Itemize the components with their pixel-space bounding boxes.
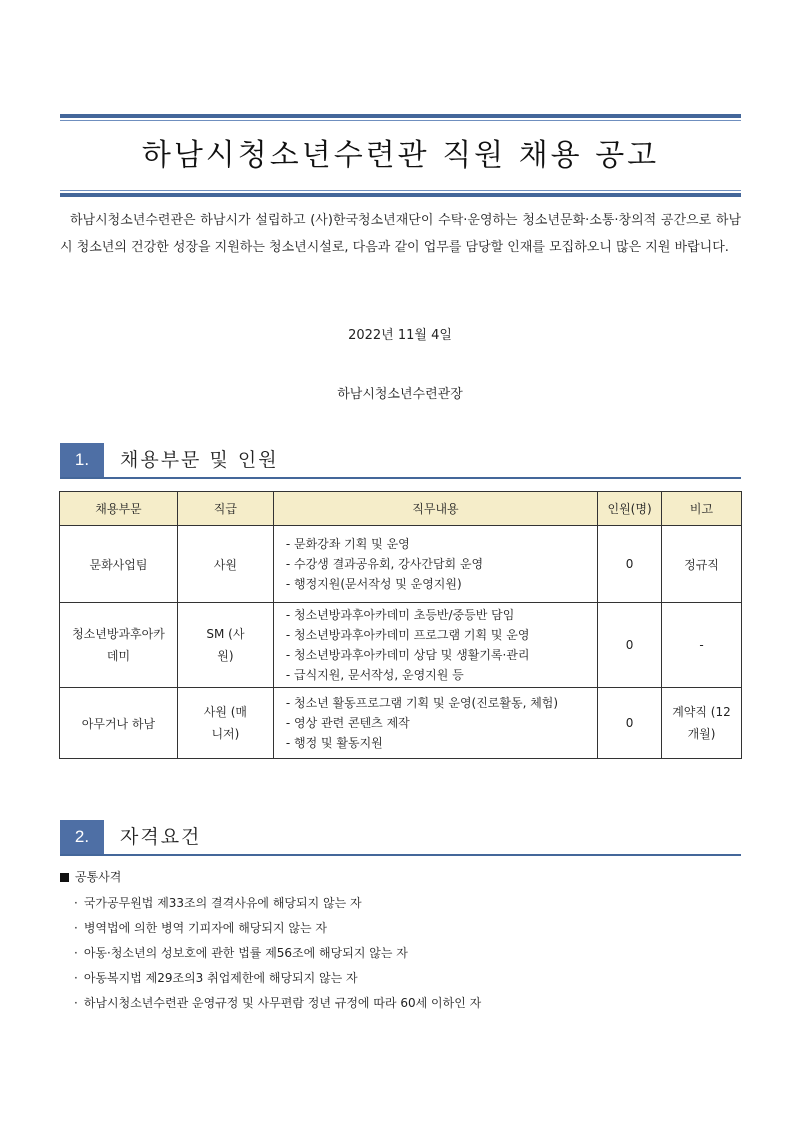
duty-line: - 영상 관련 콘텐츠 제작 [285, 716, 410, 730]
section-2-header [60, 820, 741, 856]
list-item-text: 아동복지법 제29조의3 취업제한에 해당되지 않는 자 [83, 971, 358, 985]
section-title: 채용부문 및 인원 [120, 449, 279, 471]
recruitment-table [59, 491, 742, 759]
table-row [60, 688, 742, 759]
middot-bullet-icon: · [74, 996, 78, 1010]
rank-cell [177, 688, 273, 759]
section-number: 2. [60, 820, 104, 854]
count-cell: 0 [598, 603, 662, 688]
duty-line: - 행정지원(문서작성 및 운영지원) [285, 577, 462, 591]
section-title: 자격요건 [120, 826, 202, 848]
table-row [60, 526, 742, 603]
duty-line: - 청소년방과후아카데미 상담 및 생활기록·관리 [285, 648, 530, 662]
section-underline [60, 854, 741, 856]
duty-cell [273, 603, 597, 688]
section-1-header [60, 443, 741, 479]
title-top-rule [60, 114, 741, 121]
column-header: 직무내용 [273, 492, 597, 526]
duty-cell [273, 526, 597, 603]
list-item [74, 941, 481, 966]
requirements-subheading [60, 868, 121, 885]
column-header: 채용부문 [60, 492, 178, 526]
subheading-text: 공통사격 [75, 870, 122, 884]
rank-cell: 사원 [177, 526, 273, 603]
issuing-organization: 하남시청소년수련관장 [337, 387, 463, 402]
count-cell: 0 [598, 688, 662, 759]
duty-line: - 문화강좌 기획 및 운영 [285, 537, 410, 551]
middot-bullet-icon: · [74, 921, 78, 935]
page-title: 하남시청소년수련관 직원 채용 공고 [141, 138, 660, 173]
list-item-text: 아동·청소년의 성보호에 관한 법률 제56조에 해당되지 않는 자 [83, 946, 408, 960]
rank-label: 사원 (매니저) [203, 705, 248, 741]
table-header-row [60, 492, 742, 526]
requirements-list [74, 891, 481, 1016]
section-underline [60, 477, 741, 479]
duty-line: - 청소년방과후아카데미 초등반/중등반 담임 [285, 608, 515, 622]
duty-line: - 청소년방과후아카데미 프로그램 기획 및 운영 [285, 628, 530, 642]
duty-cell [273, 688, 597, 759]
table-row [60, 603, 742, 688]
dept-cell [60, 603, 178, 688]
list-item-text: 국가공무원법 제33조의 결격사유에 해당되지 않는 자 [83, 896, 362, 910]
middot-bullet-icon: · [74, 971, 78, 985]
section-number: 1. [60, 443, 104, 477]
middot-bullet-icon: · [74, 896, 78, 910]
note-cell [662, 688, 742, 759]
note-label: 계약직 (12개월) [672, 705, 731, 741]
duty-line: - 수강생 결과공유회, 강사간담회 운영 [285, 557, 484, 571]
square-bullet-icon [60, 873, 69, 882]
duty-line: - 행정 및 활동지원 [285, 736, 383, 750]
duty-line: - 청소년 활동프로그램 기획 및 운영(진로활동, 체험) [285, 696, 559, 710]
note-cell: 정규직 [662, 526, 742, 603]
list-item-text: 병역법에 의한 병역 기피자에 해당되지 않는 자 [83, 921, 327, 935]
dept-label: 청소년방과후아카데미 [72, 627, 165, 663]
rank-cell [177, 603, 273, 688]
list-item [74, 916, 481, 941]
duty-line: - 급식지원, 문서작성, 운영지원 등 [285, 668, 464, 682]
middot-bullet-icon: · [74, 946, 78, 960]
column-header: 비고 [662, 492, 742, 526]
list-item [74, 891, 481, 916]
dept-cell: 아무거나 하남 [60, 688, 178, 759]
list-item-text: 하남시청소년수련관 운영규정 및 사무편람 정년 규정에 따라 60세 이하인 자 [83, 996, 482, 1010]
rank-label: SM (사원) [206, 627, 245, 663]
count-cell: 0 [598, 526, 662, 603]
dept-cell: 문화사업팀 [60, 526, 178, 603]
list-item [74, 991, 481, 1016]
intro-paragraph: 하남시청소년수련관은 하남시가 설립하고 (사)한국청소년재단이 수탁·운영하는 청소년문화·소통·창의적 공간으로 하남시 청소년의 건강한 성장을 지원하는 청소년시설로, 다음과 같이 업무를 담당할 인재를 모집하오니 많은 지원 바랍니다. [60, 213, 741, 255]
title-bottom-rule [60, 190, 741, 197]
list-item [74, 966, 481, 991]
column-header: 인원(명) [598, 492, 662, 526]
column-header: 직급 [177, 492, 273, 526]
notice-date: 2022년 11월 4일 [348, 328, 452, 343]
note-cell: - [662, 603, 742, 688]
